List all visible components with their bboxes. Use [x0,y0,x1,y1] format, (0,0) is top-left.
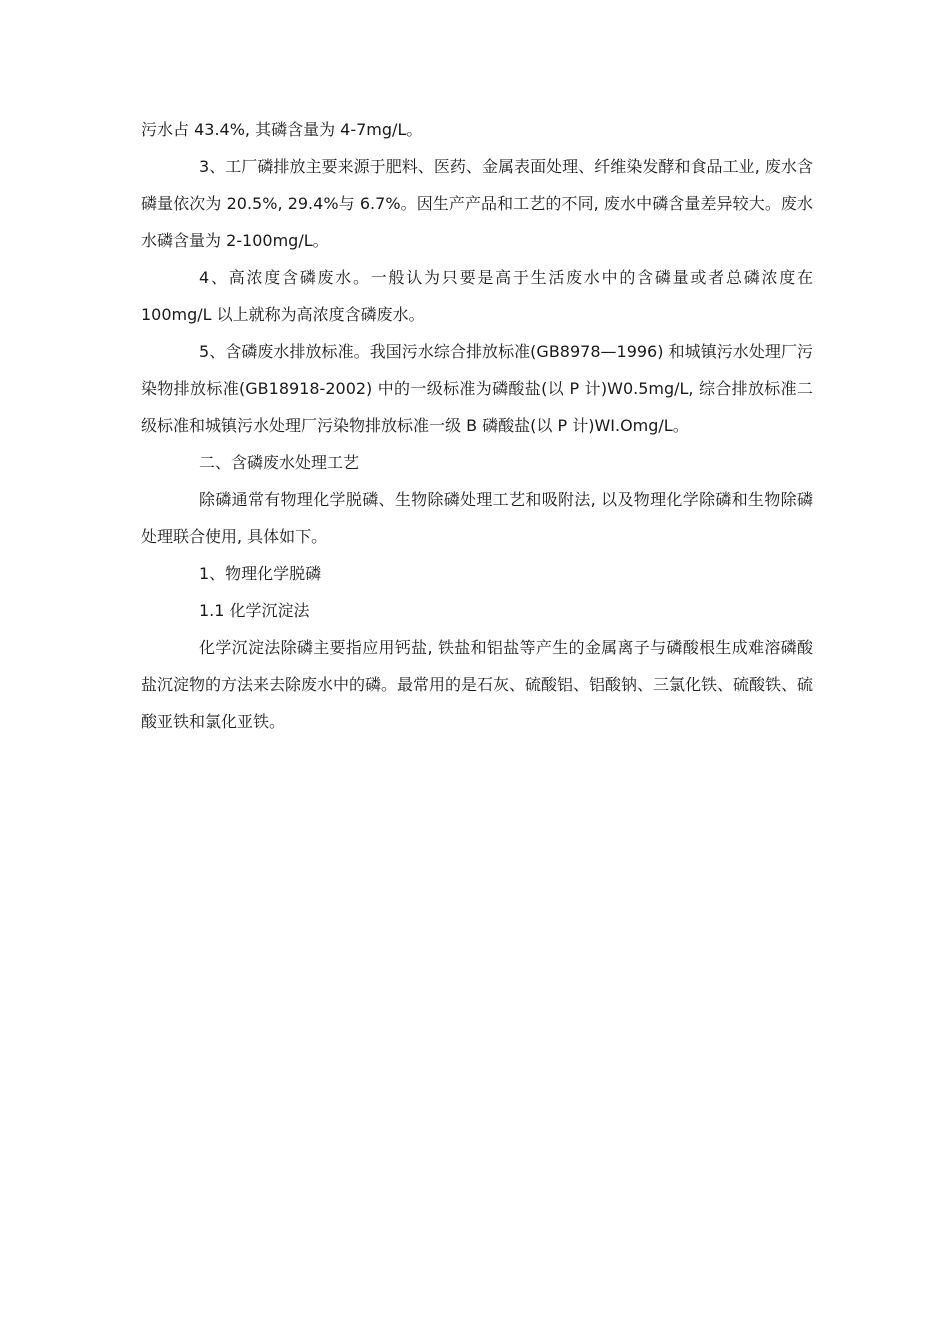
paragraph-chemical-precipitation: 化学沉淀法除磷主要指应用钙盐, 铁盐和铝盐等产生的金属离子与磷酸根生成难溶磷酸盐沉淀物的方法来去除废水中的磷。最常用的是石灰、硫酸铝、铝酸钠、三氯化铁、硫酸铁、硫酸亚铁和氯化亚铁。 [141,638,814,731]
paragraph-continuation: 污水占 43.4%, 其磷含量为 4-7mg/L。 [141,120,423,139]
paragraph-removal-methods: 除磷通常有物理化学脱磷、生物除磷处理工艺和吸附法, 以及物理化学除磷和生物除磷处理联合使用, 具体如下。 [141,490,813,546]
section-heading-treatment-process: 二、含磷废水处理工艺 [199,453,360,472]
document-body [141,111,813,740]
subheading-chemical-precipitation: 1.1 化学沉淀法 [199,601,310,620]
paragraph-factory-phosphorus: 3、工厂磷排放主要来源于肥料、医药、金属表面处理、纤维染发酵和食品工业, 废水含磷量依次为 20.5%, 29.4%与 6.7%。因生产产品和工艺的不同, 废水中磷含量差异较大。废水水磷含量为 2-100mg/L。 [141,157,813,250]
paragraph-high-concentration: 4、高浓度含磷废水。一般认为只要是高于生活废水中的含磷量或者总磷浓度在 100mg/L 以上就称为高浓度含磷废水。 [141,268,813,324]
paragraph-discharge-standard: 5、含磷废水排放标准。我国污水综合排放标准(GB8978—1996) 和城镇污水处理厂污染物排放标准(GB18918-2002) 中的一级标准为磷酸盐(以 P 计)W0.5mg/L, 综合排放标准二级标准和城镇污水处理厂污染物排放标准一级 B 磷酸盐(以 P 计)WI.Omg/L。 [141,342,813,435]
subheading-physicochemical: 1、物理化学脱磷 [199,564,322,583]
